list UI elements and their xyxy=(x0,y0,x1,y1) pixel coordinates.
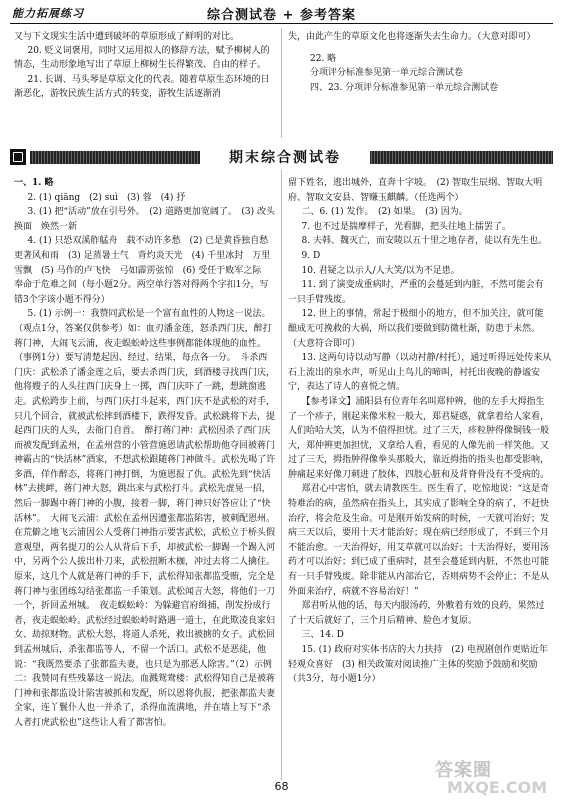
header-series-label: 能力拓展练习 xyxy=(12,7,84,20)
section-title: 期末综合测试卷 xyxy=(200,148,370,168)
page-number: 68 xyxy=(274,780,289,793)
answer-7: 7. 也不过是揣摩样子，光看脚，把头往地上擂罢了。 xyxy=(301,221,511,232)
column-divider-top xyxy=(281,28,282,138)
answer-1: 一、1. 略 xyxy=(14,178,54,188)
answer-4: 4. (1) 只恐双溪舴艋舟 载不动许多愁 (2) 已是黄昏独自愁 更著风和雨 (3) 足蒸暑土气 背灼炎天光 (4) 千里冰封 万里雪飘 (5) 马作的卢飞快 弓如霹雳弦惊 (6) 受任于败军之际 奉命于危难之间（每小题2分。两空单行答对得两个字扣1分，写错3个字该小题不得分） xyxy=(14,236,278,305)
answer-5-cont: 留下姓名，逃出城外，直奔十字坡。 (2) 智取生辰纲、智取大明府、智取文安县、智赚玉麒麟。（任选两个） xyxy=(288,178,543,203)
answer-14: 三、14. D xyxy=(301,630,344,641)
answer-20: 20. 贬义词褒用，同时又运用拟人的修辞方法，赋予柳树人的情态，生动形象地写出了草原上柳树生长得繁茂、自由的样子。 xyxy=(14,46,270,71)
answer-5: 5. (1) 示例一：我赞同武松是一个富有血性的人物这一说法。（观点1分，答案仅供参考）如：血刃潘金莲，怒杀西门庆，醉打蒋门神，大闹飞云浦，夜走蜈蚣岭这些事例都能体现他的血性。（事例1分）要写清楚起因、经过、结果，每点各一分。 斗杀西门庆：武松杀了潘金莲之后，要去杀西门庆，到酒楼寻找西门庆，他将嫂子的人头往西门庆身上一掷，西门庆吓了一跳，想跳窗逃走。武松跨步上前，与西门庆打斗起来，西门庆不是武松的对手，只几个回合，就被武松摔到酒楼下，跌得发昏。武松跳将下去，提起西门庆的人头，去衙门自首。 醉打蒋门神：武松因杀了西门庆而被发配到孟州，在孟州营的小管营施恩请武松帮助他夺回被蒋门神霸占的“快活林”酒家，不想武松跟随蒋门神做斗。武松先喝了许多酒，佯作醉态，将蒋门神打倒，为施恩报了仇。武松先到“快活林”去挑衅，蒋门神大怒，跳出来与武松打斗。武松先虚晃一招，然后一脚踢中蒋门神的小腹，接着一脚，蒋门神只好答应让了“快活林”。 大闹飞云浦：武松在孟州因遭张都监陷害，被刺配恩州。在荒僻之地飞云浦因公人受蒋门神指示要害武松，武松立于桥头假意观望，两名提刀的公人从背后下手，却被武松一脚踢一个踢入河中，另两个公人拔出朴刀来，武松扭断木枷，冲过去将二人擒住。原来，这几个人就是蒋门神的手下，武松得知张都监受贿，完全是蒋门神与张团练勾结张都监一手策划。武松闻言大怒，将他们一刀一个，折回孟州城。 夜走蜈蚣岭：为躲避官府缉捕，削发扮成行者，夜走蜈蚣岭。武松经过蜈蚣岭时路遇一道士，在此欺凌良家妇女、劫掠财物。武松大怒，将道人杀死，救出被掳的女子。武松回到孟州城后，杀张都监等人，不留一个活口。武松不是恶徒，他说：“我既然要杀了张都监夫妻，也只是为那恶人除害。”（2）示例二：我赞同有些残暴这一说法。血溅鸳鸯楼：武松得知自己是被蒋门神和张都监设计陷害被抓和发配，所以恩将仇报，把张都监夫妻全家，连丫鬟仆人也一并杀了，杀得血流满地，并在墙上写下“杀人者打虎武松也”这些让人看了都害怕。 xyxy=(14,309,276,728)
top-right-column xyxy=(288,30,552,95)
translation-cont: 郑君心中害怕，就去请教医生。医生看了，吃惊地说：“这是奇特难治的病，虽然病在指头上，其实成了影响全身的病了，不赶快治疗，将会危及生命。可是刚开始发病的时候，一天就可治好；发病三天以后，要用十天才能治好；现在病已经形成了，不到三个月不能治愈。一天治得好，用艾草就可以治好；十天治得好，要用汤药才可以治好；到已成了重病时，甚至会蔓延到内脏，不然也可能有一只手臂残废。除非能从内部治它，否则病势不会停止；不是从外面来治疗，病就不容易治好！” xyxy=(288,484,550,597)
main-left-column xyxy=(14,176,276,731)
paragraph: 失，由此产生的草原文化也将逐渐失去生命力。（大意对即可） xyxy=(288,32,536,42)
reference-translation: 【参考译文】浦阳县有位青年名叫郑仲辨，他的左手大拇指生了一个疹子，刚起来像米粒一般大，郑君疑惑，就拿着给人家看，人们哈哈大笑，认为不值得担忧。过了三天，疹粒肿得像铜钱一般大，郑仲辨更加担忧，又拿给人看，看见的人像先前一样笑他。又过了三天，拇指肿得像拳头那般大，靠近拇指的指头也都受影响，肿痛起来好像刀刺进了肢体，四肢心脏和及背脊骨没有不受病的。 xyxy=(288,396,550,480)
main-right-column xyxy=(288,176,552,687)
header-rule xyxy=(10,23,553,24)
translation-end: 郑君听从他的话，每天内服汤药，外敷着有效的良药，果然过了十天后就好了，三个月后精神、脸色才复原。 xyxy=(288,601,545,626)
header-title: 综合测试卷 + 参考答案 xyxy=(207,8,356,23)
answer-3: 3. (1) 把“活动”放在引号外。 (2) 道路更加宽阔了。 (3) 改头换面 焕然一新 xyxy=(14,207,275,232)
scoring-note: 分项评分标准参见第一单元综合测试卷 xyxy=(310,68,464,79)
column-divider xyxy=(281,170,282,780)
book-icon xyxy=(10,149,26,165)
answer-10: 10. 君疑之以示人/人大笑/以为不足患。 xyxy=(301,265,460,276)
answer-12: 12. 世上的事情，常起于极细小的地方，但不加关注，就可能酿成无可挽救的大祸，所以我们要做到防微杜渐，防患于未然。（大意符合即可） xyxy=(288,309,544,349)
answer-6: 二、6. (1) 发作。 (2) 如果。 (3) 因为。 xyxy=(301,207,468,218)
answer-8: 8. 夫韩、魏灭亡，而安陵以五十里之地存者，徒以有先生也。 xyxy=(301,236,547,247)
answer-15: 15. (1) 政府对实体书店的大力扶持 (2) 电视剧创作更贴近年轻观众喜好 (3) 相关政策对阅读推广主体的奖励予鼓励和奖励（共3分，每小题1分） xyxy=(288,645,548,685)
answer-9: 9. D xyxy=(301,250,321,261)
top-left-column xyxy=(14,30,276,101)
answer-11: 11. 到了演变成重病时，严重的会蔓延到内脏，不然可能会有一只手臂残废。 xyxy=(288,280,544,305)
paragraph: 又与下文现实生活中遭到破坏的草原形成了鲜明的对比。 xyxy=(14,32,240,42)
answer-2: 2. (1) qiāng (2) suì (3) 蓉 (4) 抒 xyxy=(27,192,186,203)
answer-22: 22. 略 xyxy=(310,54,337,65)
page-header xyxy=(0,0,563,24)
watermark-url: MXQE.COM xyxy=(447,778,548,797)
answer-23: 四、23. 分项评分标准参见第一单元综合测试卷 xyxy=(310,82,499,93)
watermark-text: 答案圈 xyxy=(435,760,492,781)
answer-21: 21. 长调、马头琴是草原文化的代表。随着草原生态环境的日渐恶化，游牧民族生活方式的转变，游牧生活逐渐消 xyxy=(14,74,270,99)
answer-13: 13. 这两句诗以动写静（以动衬静/村托），通过听得远处传来从石上流出的泉水声，听见山上鸟儿的啼叫，衬托出夜晚的静谧安宁，表达了诗人的喜悦之情。 xyxy=(288,353,552,393)
section-banner xyxy=(10,148,553,168)
watermark-logo xyxy=(435,756,555,800)
